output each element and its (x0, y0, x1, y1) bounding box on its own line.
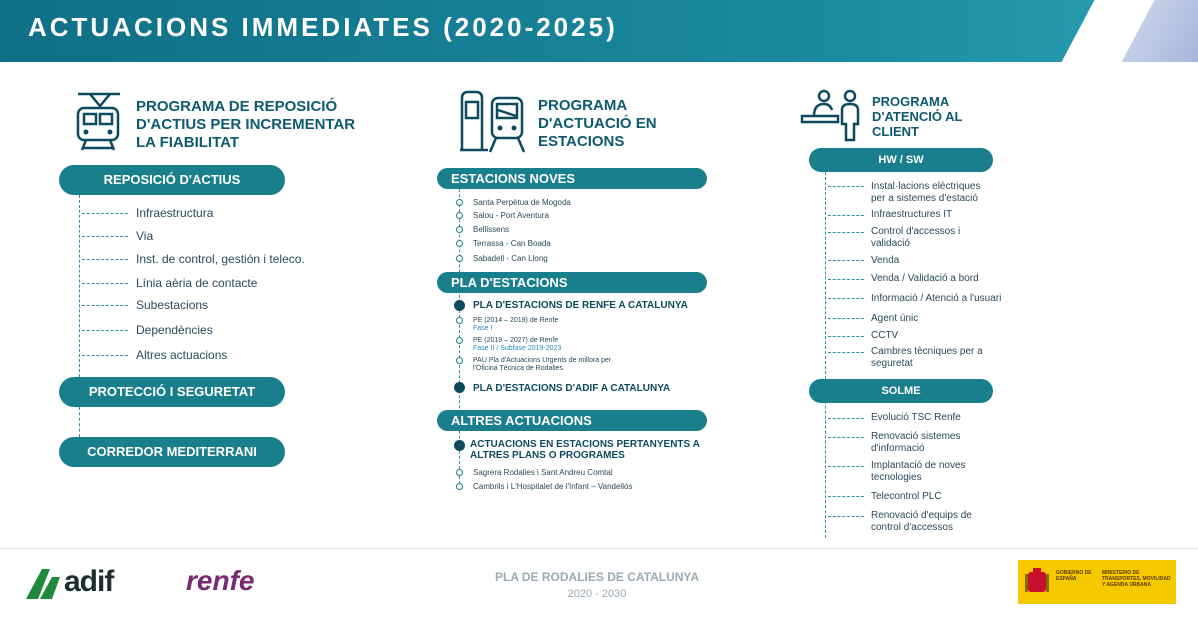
pe-renfe-2: PE (2019 – 2027) de Renfe Fase II / Subfase 2019-2023 (473, 337, 562, 352)
title-line: D'ACTUACIÓ EN (538, 115, 657, 132)
station-dot (456, 255, 463, 262)
adif-logo-icon (24, 565, 64, 601)
dash (828, 352, 864, 353)
train-catenary-icon (72, 88, 128, 154)
station-icon (458, 88, 530, 156)
station-item: Terrassa - Can Boada (473, 239, 551, 248)
footer-divider (0, 548, 1198, 549)
dash (828, 279, 864, 280)
subheading-renfe: PLA D'ESTACIONS DE RENFE A CATALUNYA (473, 300, 688, 311)
station-item: Santa Perpètua de Mogoda (473, 198, 571, 207)
coat-of-arms-icon (1024, 566, 1050, 598)
customer-service-icon (800, 88, 864, 142)
program-title-atencio (872, 94, 1002, 139)
connector-line (825, 172, 826, 538)
list-item: Subestacions (82, 298, 208, 312)
list-item: Venda / Validació a bord (871, 273, 979, 284)
list-item: Via (82, 229, 153, 243)
title-line: LA FIABILITAT (136, 134, 240, 151)
list-item: Telecontrol PLC (871, 491, 942, 502)
pill-hw-sw[interactable]: HW / SW (809, 148, 993, 172)
station-dot (456, 199, 463, 206)
page-title: ACTUACIONS IMMEDIATES (2020-2025) (28, 12, 618, 42)
pill-proteccio-seguretat[interactable]: PROTECCIÓ I SEGURETAT (59, 377, 285, 407)
list-item: Línia aèria de contacte (82, 276, 257, 290)
footer-title: PLA DE RODALIES DE CATALUNYA (494, 570, 699, 584)
list-item: Renovació d'equips de control d'accessos (871, 510, 972, 533)
station-dot (456, 317, 463, 324)
list-item: Renovació sistemes d'informació (871, 431, 961, 454)
list-item: Infraestructura (82, 206, 213, 220)
subheading-altres: ACTUACIONS EN ESTACIONS PERTANYENTS A ALTRES PLANS O PROGRAMES (470, 439, 700, 461)
station-dot (456, 226, 463, 233)
station-dot (456, 469, 463, 476)
pe-renfe-1: PE (2014 – 2019) de Renfe Fase I (473, 317, 559, 332)
list-item: Agent únic (871, 313, 919, 324)
dash (828, 437, 864, 438)
ministerio-text: MINISTERIO DE TRANSPORTES, MOVILIDAD Y AGENDA URBANA (1102, 570, 1171, 588)
list-item: CCTV (871, 330, 899, 341)
renfe-logo: renfe (186, 565, 255, 596)
dash (828, 298, 864, 299)
dash (828, 215, 864, 216)
pill-solme[interactable]: SOLME (809, 379, 993, 403)
list-item: Control d'accessos i validació (871, 226, 961, 249)
subheading-adif: PLA D'ESTACIONS D'ADIF A CATALUNYA (473, 383, 671, 394)
list-item: Venda (871, 255, 900, 266)
dash (828, 496, 864, 497)
title-line: PROGRAMA (872, 94, 950, 109)
adif-logo: adif (64, 565, 114, 598)
section-dot (454, 440, 465, 451)
station-item: Bellissens (473, 225, 510, 234)
list-item: Informació / Atenció a l'usuari (871, 293, 1002, 304)
title-line: PROGRAMA DE REPOSICIÓ (136, 98, 338, 115)
list-item: Infraestructures IT (871, 209, 953, 220)
list-item: Altres actuacions (82, 348, 227, 362)
station-dot (456, 483, 463, 490)
pau-item: PAU Pla d'Actuacions Urgents de millora per l'Oficina Tècnica de Rodalies (473, 357, 612, 372)
footer-years: 2020 - 2030 (567, 588, 627, 600)
station-item: Salou - Port Aventura (473, 211, 549, 220)
section-dot (454, 382, 465, 393)
dash (828, 318, 864, 319)
title-line: PROGRAMA (538, 97, 628, 114)
list-item: Evolució TSC Renfe (871, 412, 961, 423)
station-dot (456, 357, 463, 364)
station-item: Cambrils i L'Hospitalet de l'Infant – Vandellòs (473, 482, 633, 491)
list-item: Implantació de noves tecnologies (871, 460, 966, 483)
pill-altres-actuacions[interactable]: ALTRES ACTUACIONS (437, 410, 707, 431)
program-title-reposicio (136, 98, 366, 152)
list-item: Inst. de control, gestión i teleco. (82, 252, 305, 266)
station-dot (456, 337, 463, 344)
section-dot (454, 300, 465, 311)
pill-corredor-mediterrani[interactable]: CORREDOR MEDITERRANI (59, 437, 285, 467)
dash (828, 466, 864, 467)
station-dot (456, 212, 463, 219)
station-item: Sabadell - Can Llong (473, 254, 548, 263)
station-item: Sagrera Rodalies i Sant Andreu Comtal (473, 468, 613, 477)
pill-estacions-noves[interactable]: ESTACIONS NOVES (437, 168, 707, 189)
header-banner (0, 0, 1198, 62)
dash (828, 336, 864, 337)
connector-line (79, 407, 80, 437)
dash (828, 232, 864, 233)
dash (828, 186, 864, 187)
station-dot (456, 240, 463, 247)
list-item: Cambres tècniques per a seguretat (871, 346, 983, 369)
dash (828, 260, 864, 261)
pill-reposicio-actius[interactable]: REPOSICIÓ D'ACTIUS (59, 165, 285, 195)
connector-line (79, 195, 80, 377)
list-item: Dependències (82, 323, 213, 337)
gobierno-text: GOBIERNO DE ESPAÑA (1056, 570, 1092, 582)
title-line: D'ACTIUS PER INCREMENTAR (136, 116, 356, 133)
dash (828, 418, 864, 419)
ministry-logo (1018, 560, 1176, 604)
title-line: D'ATENCIÓ AL (872, 109, 963, 124)
dash (828, 516, 864, 517)
program-title-estacions (538, 97, 708, 151)
title-line: CLIENT (872, 124, 919, 139)
pill-pla-estacions[interactable]: PLA D'ESTACIONS (437, 272, 707, 293)
list-item: Instal·lacions elèctriques per a sistemes d'estació (871, 181, 981, 204)
title-line: ESTACIONS (538, 133, 625, 150)
